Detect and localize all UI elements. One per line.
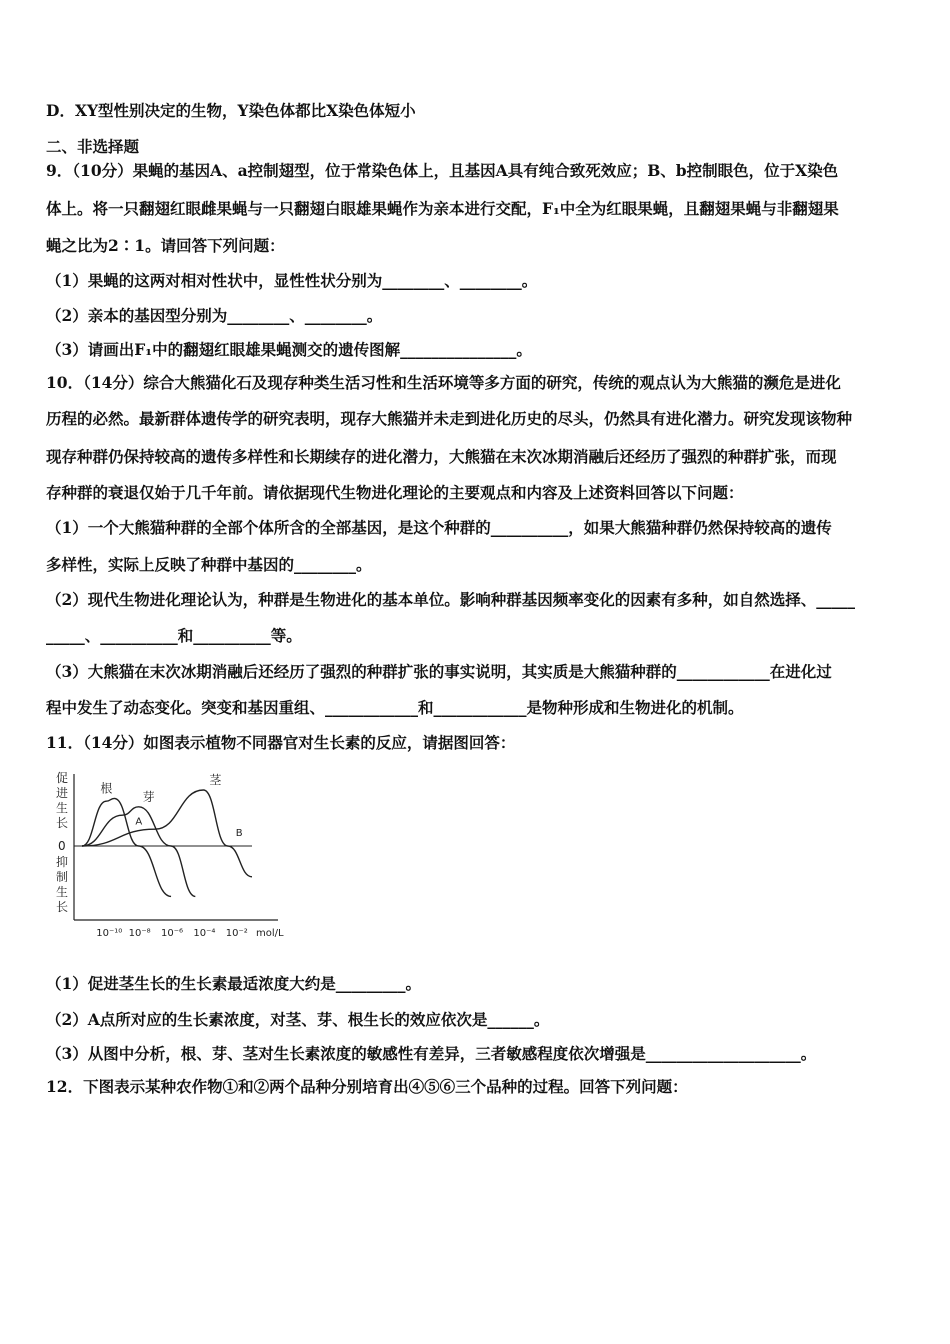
point-label-a: A <box>135 816 143 828</box>
q11-sub-2: （2）A点所对应的生长素浓度，对茎、芽、根生长的效应依次是______。 <box>46 1010 550 1029</box>
series-label: 芽 <box>142 789 155 804</box>
curve-2 <box>82 790 252 877</box>
y-label-bottom-char: 制 <box>56 870 69 884</box>
q9-sub-1: （1）果蝇的这两对相对性状中，显性性状分别为________、________。 <box>46 271 538 290</box>
y-label-top-char: 进 <box>56 786 69 800</box>
section-heading: 二、非选择题 <box>46 137 140 156</box>
q9-stem-2: 体上。将一只翻翅红眼雌果蝇与一只翻翅白眼雄果蝇作为亲本进行交配，F₁中全为红眼果蝇，且翻翅果蝇与非翻翅果 <box>46 199 839 218</box>
y-label-bottom-char: 抑 <box>56 855 69 869</box>
q11-stem: 11．（14分）如图表示植物不同器官对生长素的反应，请据图回答： <box>46 733 516 752</box>
y-label-bottom-char: 生 <box>56 885 69 899</box>
q10-sub-1b: 多样性，实际上反映了种群中基因的________。 <box>46 555 372 574</box>
q10-sub-3a: （3）大熊猫在末次冰期消融后还经历了强烈的种群扩张的事实说明，其实质是大熊猫种群的____________在进化过 <box>46 662 832 681</box>
series-label: 根 <box>100 781 113 796</box>
q9-stem-1: 9．（10分）果蝇的基因A、a控制翅型，位于常染色体上，且基因A具有纯合致死效应；B、b控制眼色，位于X染色 <box>46 161 839 180</box>
x-tick-label: 10⁻¹⁰ <box>96 928 123 939</box>
q12-stem: 12．下图表示某种农作物①和②两个品种分别培育出④⑤⑥三个品种的过程。回答下列问题： <box>46 1077 688 1096</box>
q10-stem-2: 历程的必然。最新群体遗传学的研究表明，现存大熊猫并未走到进化历史的尽头，仍然具有进化潜力。研究发现该物种 <box>46 409 853 428</box>
y-label-top-char: 生 <box>56 801 69 815</box>
q10-sub-2b: _____、__________和__________等。 <box>46 626 302 645</box>
point-label-b: B <box>235 827 243 839</box>
y-label-top-char: 促 <box>56 771 69 785</box>
q10-sub-3b: 程中发生了动态变化。突变和基因重组、____________和____________是物种形成和生物进化的机制。 <box>46 698 744 717</box>
q10-stem-4: 存种群的衰退仅始于几千年前。请依据现代生物进化理论的主要观点和内容及上述资料回答以下问题： <box>46 483 744 502</box>
x-tick-label: 10⁻⁸ <box>128 928 151 939</box>
q9-sub-3: （3）请画出F₁中的翻翅红眼雄果蝇测交的遗传图解_______________。 <box>46 340 532 359</box>
option-d: D．XY型性别决定的生物，Y染色体都比X染色体短小 <box>46 101 416 120</box>
q9-stem-3: 蝇之比为2∶1。请回答下列问题： <box>46 236 285 255</box>
y-label-top-char: 长 <box>56 816 69 830</box>
y-label-bottom-char: 长 <box>56 900 69 914</box>
auxin-response-chart <box>52 768 292 948</box>
x-tick-label: 10⁻² <box>225 928 248 939</box>
x-unit-label: mol/L <box>256 928 284 939</box>
x-tick-label: 10⁻⁴ <box>193 928 216 939</box>
series-label: 茎 <box>209 773 222 787</box>
q10-stem-3: 现存种群仍保持较高的遗传多样性和长期续存的进化潜力，大熊猫在末次冰期消融后还经历了强烈的种群扩张，而现 <box>46 447 837 466</box>
q10-sub-1a: （1）一个大熊猫种群的全部个体所含的全部基因，是这个种群的__________，如果大熊猫种群仍然保持较高的遗传 <box>46 518 832 537</box>
q10-stem-1: 10．（14分）综合大熊猫化石及现存种类生活习性和生活环境等多方面的研究，传统的观点认为大熊猫的濒危是进化 <box>46 373 841 392</box>
y-label-zero: 0 <box>58 839 66 853</box>
curve-0 <box>82 798 171 896</box>
q9-sub-2: （2）亲本的基因型分别为________、________。 <box>46 306 383 325</box>
q11-sub-1: （1）促进茎生长的生长素最适浓度大约是_________。 <box>46 974 422 993</box>
x-tick-label: 10⁻⁶ <box>161 928 184 939</box>
q10-sub-2a: （2）现代生物进化理论认为，种群是生物进化的基本单位。影响种群基因频率变化的因素有多种，如自然选择、_____ <box>46 590 856 609</box>
q11-sub-3: （3）从图中分析，根、芽、茎对生长素浓度的敏感性有差异，三者敏感程度依次增强是____________________。 <box>46 1044 817 1063</box>
